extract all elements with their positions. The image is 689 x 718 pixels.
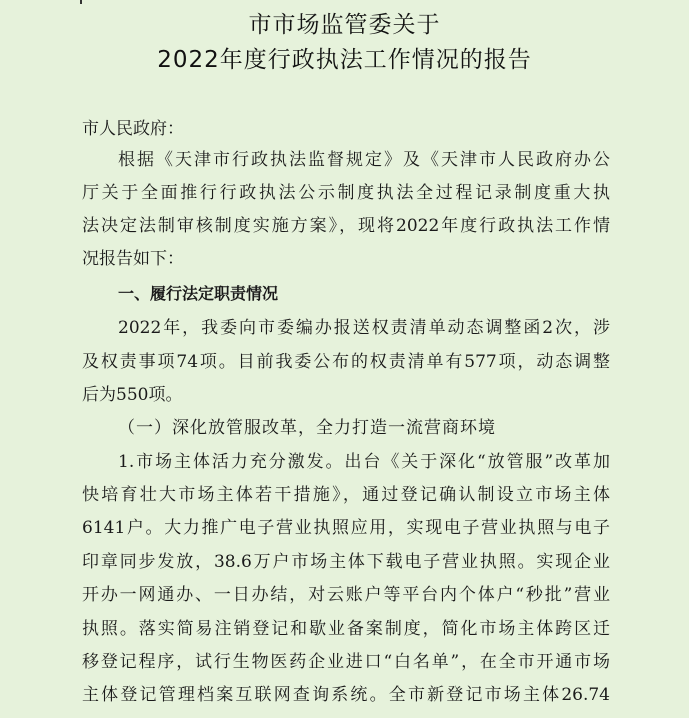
paragraph-line: 况报告如下：: [82, 249, 184, 269]
paragraph-line: 主体登记管理档案互联网查询系统。全市新登记市场主体26.74: [82, 685, 610, 705]
report-title-line-1: 市市场监管委关于: [248, 12, 441, 38]
section-heading: 一、履行法定职责情况: [118, 284, 279, 303]
paragraph-line: 移登记程序，试行生物医药企业进口“白名单”，在全市开通市场: [82, 652, 610, 672]
paragraph-line: 根据《天津市行政执法监督规定》及《天津市人民政府办公: [118, 150, 610, 170]
subsection-heading: （一）深化放管服改革，全力打造一流营商环境: [118, 418, 496, 438]
paragraph-line: 快培育壮大市场主体若干措施》，通过登记确认制设立市场主体: [82, 485, 610, 505]
paragraph-line: 法决定法制审核制度实施方案》，现将2022年度行政执法工作情: [82, 216, 610, 236]
paragraph-line: 厅关于全面推行行政执法公示制度执法全过程记录制度重大执: [82, 183, 610, 203]
paragraph-line: 6141户。大力推广电子营业执照应用，实现电子营业执照与电子: [82, 518, 610, 538]
paragraph-line: 及权责事项74项。目前我委公布的权责清单有577项，动态调整: [82, 352, 610, 372]
paragraph-line: 1.市场主体活力充分激发。出台《关于深化“放管服”改革加: [118, 452, 610, 472]
paragraph-line: 后为550项。: [82, 385, 183, 405]
report-title-line-2: 2022年度行政执法工作情况的报告: [157, 47, 532, 73]
paragraph-line: 印章同步发放，38.6万户市场主体下载电子营业执照。实现企业: [82, 552, 610, 572]
paragraph-line: 2022年，我委向市委编办报送权责清单动态调整函2次，涉: [118, 318, 610, 338]
page-edge-mark: [80, 0, 82, 4]
paragraph-line: 执照。落实简易注销登记和歇业备案制度，简化市场主体跨区迁: [82, 619, 610, 639]
paragraph-line: 开办一网通办、一日办结，对云账户等平台内个体户“秒批”营业: [82, 585, 610, 605]
salutation: 市人民政府：: [82, 119, 184, 139]
